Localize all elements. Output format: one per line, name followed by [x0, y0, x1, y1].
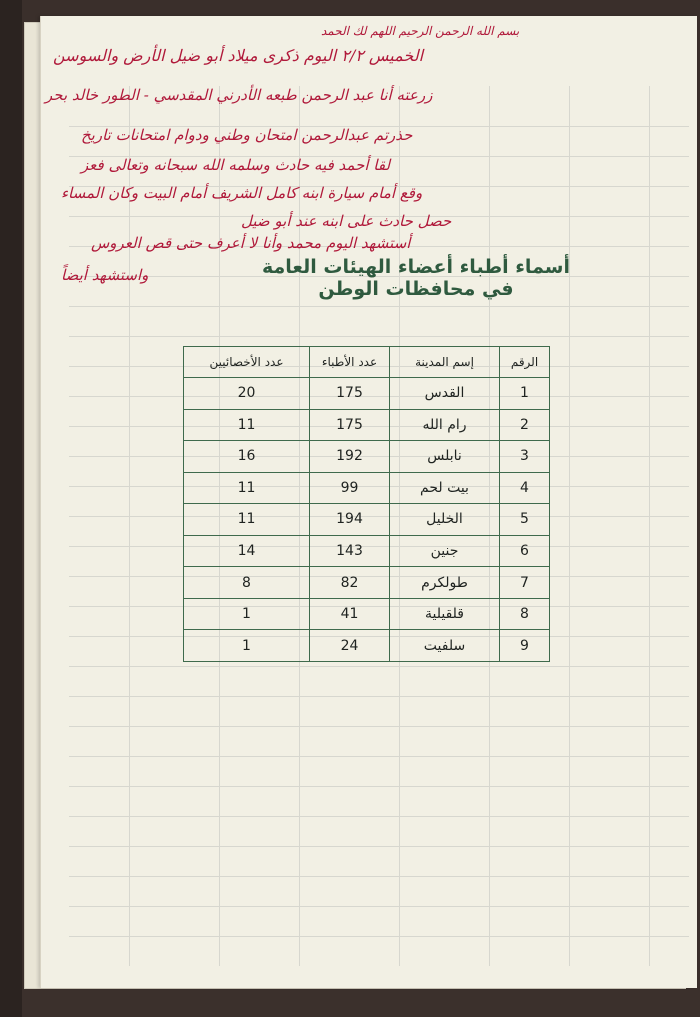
row-specialists: 11 [184, 504, 310, 536]
table-title: أسماء أطباء أعضاء الهيئات العامة [261, 256, 571, 278]
handwritten-line: أستشهد اليوم محمد وأنا لا أعرف حتى قص العروس [91, 234, 411, 252]
row-doctors: 99 [310, 472, 390, 504]
row-num: 6 [500, 535, 550, 567]
row-specialists: 11 [184, 409, 310, 441]
header-num: الرقم [500, 347, 550, 378]
row-num: 4 [500, 472, 550, 504]
row-specialists: 8 [184, 567, 310, 599]
row-city: القدس [390, 378, 500, 410]
row-specialists: 14 [184, 535, 310, 567]
row-city: نابلس [390, 441, 500, 473]
row-doctors: 143 [310, 535, 390, 567]
row-doctors: 24 [310, 630, 390, 662]
handwritten-line: زرعته أنا عبد الرحمن طبعه الأدرني المقدسي - الطور خالد بحر [45, 86, 433, 104]
row-city: سلفيت [390, 630, 500, 662]
row-specialists: 1 [184, 630, 310, 662]
table-header-row [184, 347, 550, 378]
document-page [40, 16, 697, 988]
row-num: 5 [500, 504, 550, 536]
row-num: 3 [500, 441, 550, 473]
book-binding [0, 0, 22, 1017]
row-doctors: 192 [310, 441, 390, 473]
handwritten-note [41, 16, 697, 296]
handwritten-line: لقا أحمد فيه حادث وسلمه الله سبحانه وتعالى فعز [81, 156, 391, 174]
row-doctors: 175 [310, 409, 390, 441]
table-row [184, 567, 550, 599]
header-doctors: عدد الأطباء [310, 347, 390, 378]
handwritten-line: حذرتم عبدالرحمن امتحان وطني ودوام امتحانات تاريخ [81, 126, 413, 144]
row-city: الخليل [390, 504, 500, 536]
row-num: 8 [500, 598, 550, 630]
row-num: 2 [500, 409, 550, 441]
row-city: رام الله [390, 409, 500, 441]
handwritten-line: الخميس ٢/٢ اليوم ذكرى ميلاد أبو ضيل الأرض والسوسن [53, 46, 424, 65]
row-specialists: 16 [184, 441, 310, 473]
table-row [184, 535, 550, 567]
table-row [184, 409, 550, 441]
row-city: قلقيلية [390, 598, 500, 630]
table-row [184, 504, 550, 536]
table-row [184, 378, 550, 410]
handwritten-line: بسم الله الرحمن الرحيم اللهم لك الحمد [321, 24, 520, 38]
row-specialists: 11 [184, 472, 310, 504]
handwritten-line: حصل حادث على ابنه عند أبو ضيل [241, 212, 452, 230]
row-num: 9 [500, 630, 550, 662]
book-bottom-edge [22, 990, 700, 1017]
handwritten-line: واستشهد أيضاً [61, 266, 149, 284]
row-city: جنين [390, 535, 500, 567]
table-subtitle: في محافظات الوطن [318, 278, 514, 300]
row-doctors: 175 [310, 378, 390, 410]
row-city: بيت لحم [390, 472, 500, 504]
table-row [184, 630, 550, 662]
header-city: إسم المدينة [390, 347, 500, 378]
row-num: 7 [500, 567, 550, 599]
table-row [184, 598, 550, 630]
row-doctors: 41 [310, 598, 390, 630]
table-row [184, 472, 550, 504]
header-specialists: عدد الأخصائيين [184, 347, 310, 378]
row-num: 1 [500, 378, 550, 410]
table-row [184, 441, 550, 473]
row-specialists: 1 [184, 598, 310, 630]
row-doctors: 194 [310, 504, 390, 536]
row-specialists: 20 [184, 378, 310, 410]
row-doctors: 82 [310, 567, 390, 599]
handwritten-line: وقع أمام سيارة ابنه كامل الشريف أمام البيت وكان المساء [61, 184, 423, 202]
doctors-table [183, 346, 550, 662]
row-city: طولكرم [390, 567, 500, 599]
